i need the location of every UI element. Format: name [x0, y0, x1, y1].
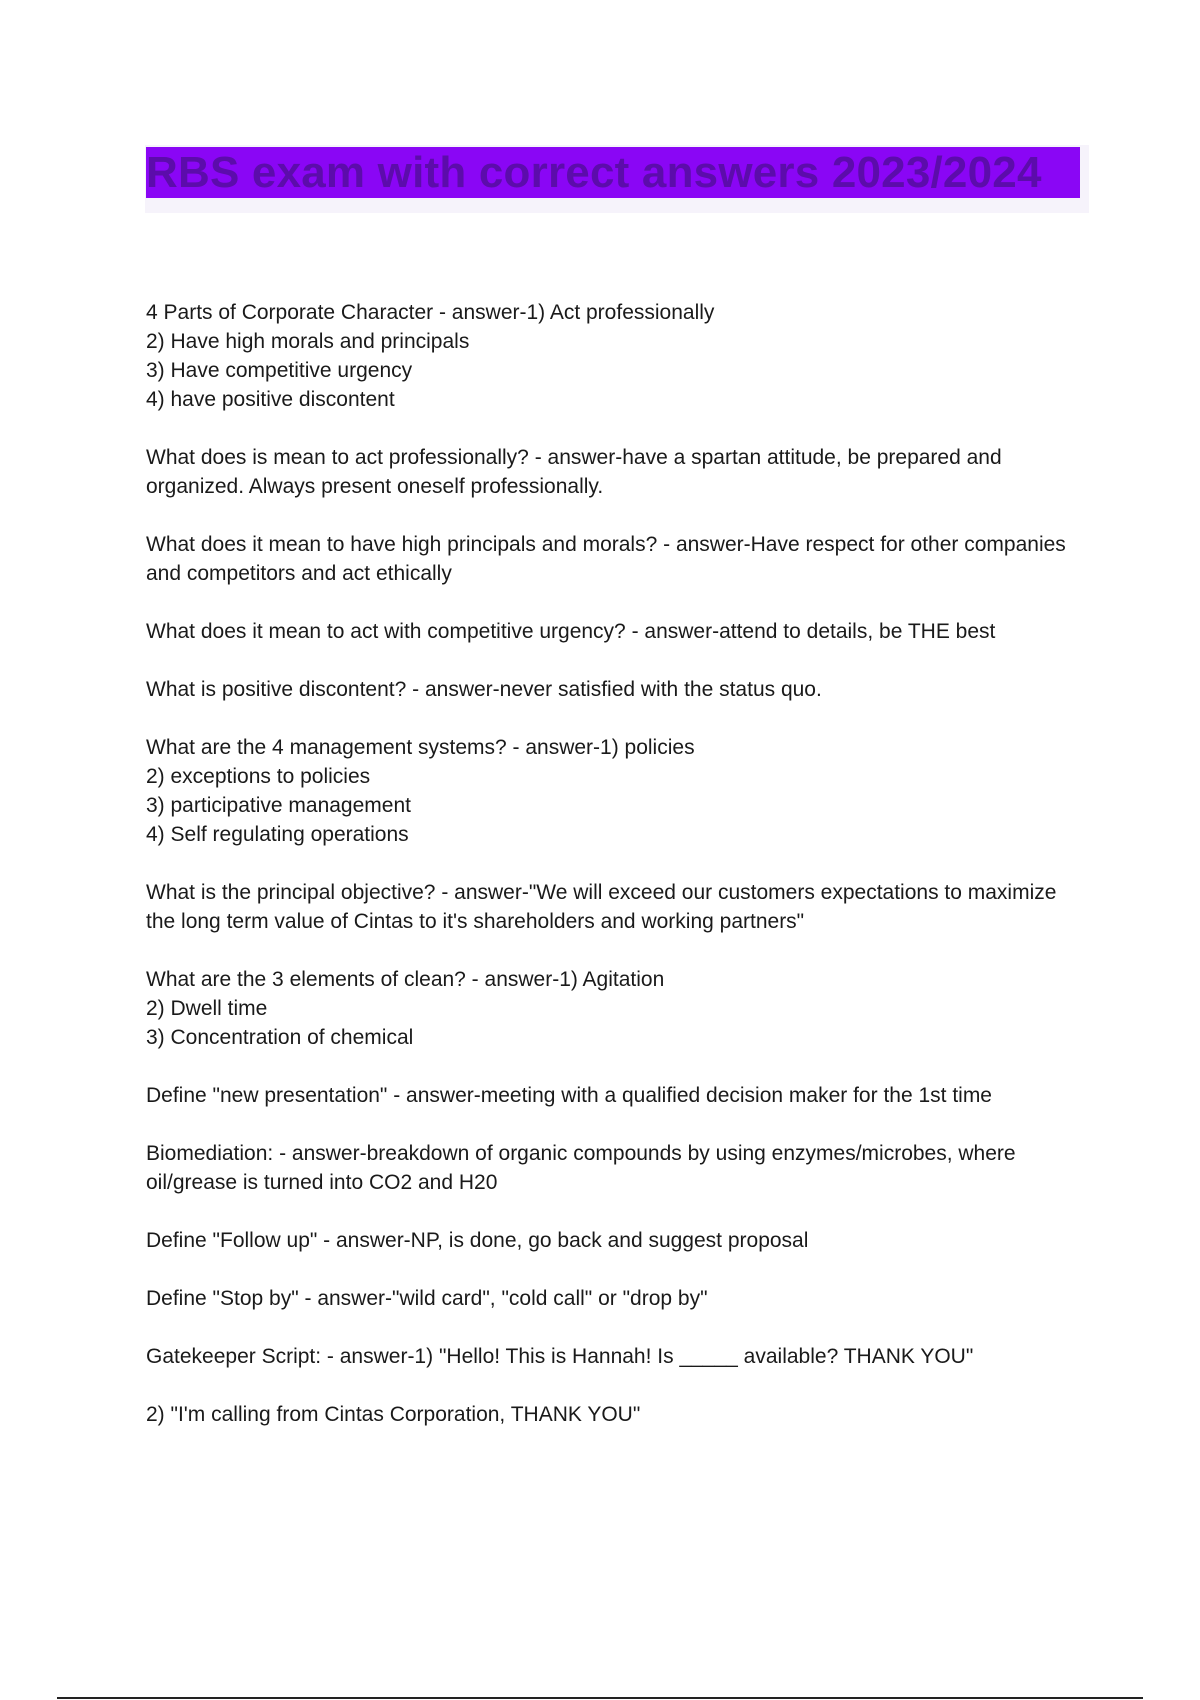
qa-item: [146, 675, 1076, 704]
qa-line: 4) have positive discontent: [146, 388, 395, 411]
qa-line: What does it mean to act with competitive urgency? - answer-attend to details, be THE best: [146, 620, 996, 643]
qa-item: [146, 1400, 1076, 1429]
qa-item: [146, 298, 1076, 414]
qa-item: [146, 1226, 1076, 1255]
qa-line: 2) Have high morals and principals: [146, 330, 470, 353]
qa-line: What does it mean to have high principals and morals? - answer-Have respect for other companies and competitors and act ethically: [146, 533, 1066, 585]
qa-item: [146, 443, 1076, 501]
qa-item: [146, 1081, 1076, 1110]
qa-item: [146, 965, 1076, 1052]
qa-line: Define "Follow up" - answer-NP, is done, go back and suggest proposal: [146, 1229, 809, 1252]
qa-item: [146, 878, 1076, 936]
qa-item: [146, 1139, 1076, 1197]
qa-line: 4) Self regulating operations: [146, 823, 409, 846]
document-body: [146, 298, 1076, 1458]
qa-item: [146, 733, 1076, 849]
qa-item: [146, 530, 1076, 588]
qa-line: 2) "I'm calling from Cintas Corporation, THANK YOU": [146, 1403, 641, 1426]
qa-item: [146, 1284, 1076, 1313]
qa-line: 3) Have competitive urgency: [146, 359, 413, 382]
qa-item: [146, 617, 1076, 646]
qa-line: 3) Concentration of chemical: [146, 1026, 414, 1049]
qa-line: What is the principal objective? - answer-"We will exceed our customers expectations to maximize the long term value of Cintas to it's shareholders and working partners": [146, 881, 1057, 933]
qa-line: What are the 3 elements of clean? - answer-1) Agitation: [146, 968, 665, 991]
qa-line: Biomediation: - answer-breakdown of organic compounds by using enzymes/microbes, where oil/grease is turned into CO2 and H20: [146, 1142, 1016, 1194]
qa-line: 2) Dwell time: [146, 997, 268, 1020]
qa-item: [146, 1342, 1076, 1371]
qa-line: What is positive discontent? - answer-never satisfied with the status quo.: [146, 678, 822, 701]
qa-line: 4 Parts of Corporate Character - answer-1) Act professionally: [146, 301, 715, 324]
qa-line: What does is mean to act professionally? - answer-have a spartan attitude, be prepared and organized. Always present oneself professionally.: [146, 446, 1002, 498]
page-bottom-rule: [57, 1697, 1143, 1699]
qa-line: 3) participative management: [146, 794, 411, 817]
qa-line: 2) exceptions to policies: [146, 765, 371, 788]
qa-line: Define "new presentation" - answer-meeting with a qualified decision maker for the 1st time: [146, 1084, 992, 1107]
qa-line: What are the 4 management systems? - answer-1) policies: [146, 736, 695, 759]
qa-line: Define "Stop by" - answer-"wild card", "cold call" or "drop by": [146, 1287, 708, 1310]
document-title: RBS exam with correct answers 2023/2024: [146, 147, 1080, 198]
qa-line: Gatekeeper Script: - answer-1) "Hello! This is Hannah! Is _____ available? THANK YOU": [146, 1345, 974, 1368]
